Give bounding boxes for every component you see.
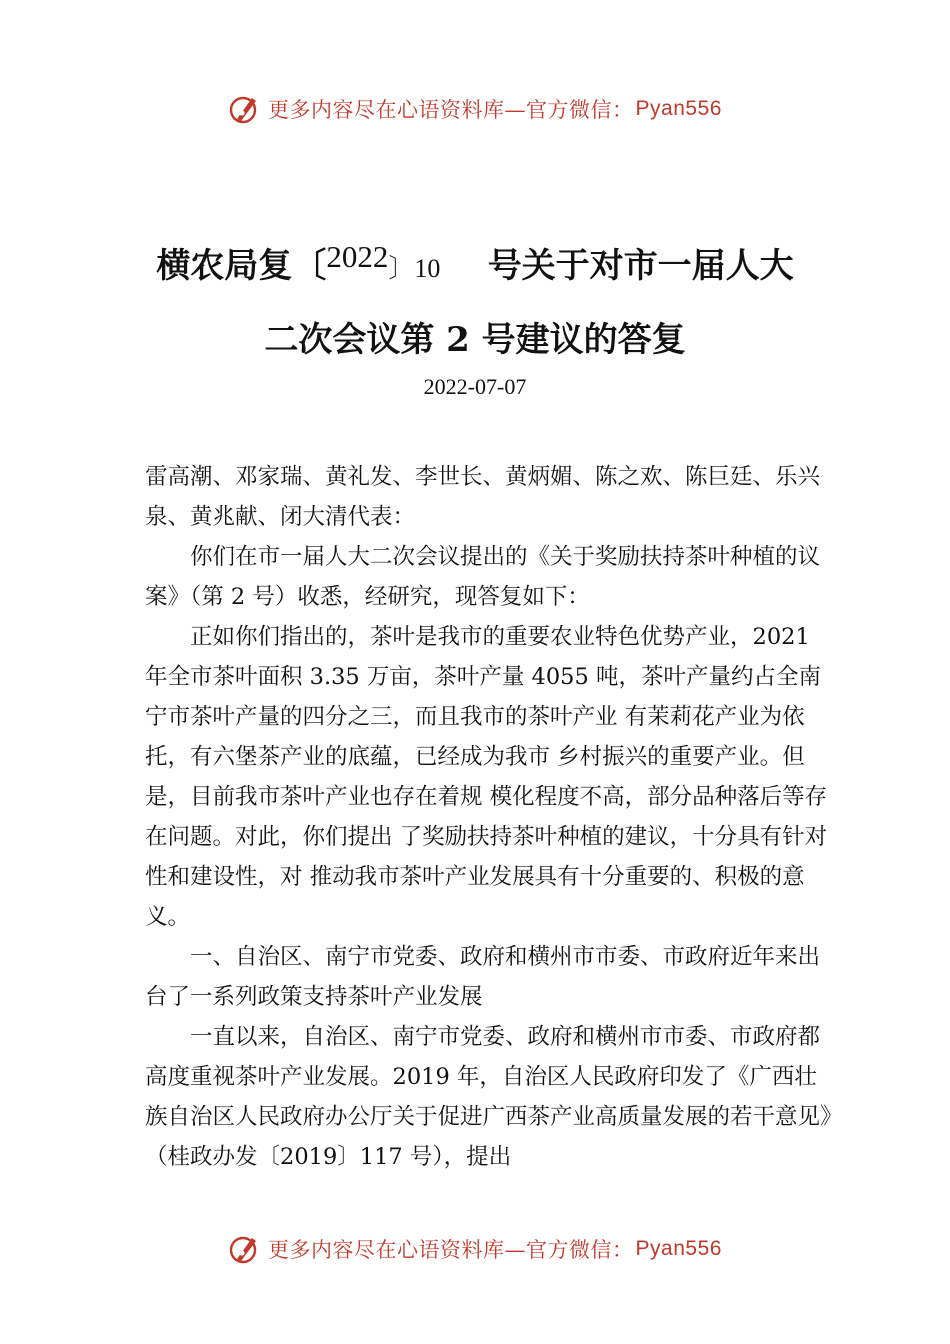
watermark-text: 更多内容尽在心语资料库—官方微信： bbox=[268, 1238, 634, 1262]
watermark-footer bbox=[0, 1232, 950, 1266]
body-paragraph: 正如你们指出的，茶叶是我市的重要农业特色优势产业，2021 年全市茶叶面积 3.35 万亩，茶叶产量 4055 吨，茶叶产量约占全南宁市茶叶产量的四分之三，而且我市的茶叶产业 有茉莉花产业为依托，有六堡茶产业的底蕴，已经成为我市 乡村振兴的重要产业。但是，目前我市茶叶产业也存在着规 模化程度不高，部分品种落后等存在问题。对此，你们提出 了奖励扶持茶叶种植的建议，十分具有针对性和建设性，对 推动我市茶叶产业发展具有十分重要的、积极的意义。 bbox=[145, 624, 828, 930]
title-year: 2022 bbox=[326, 239, 389, 274]
section-heading: 一、自治区、南宁市党委、政府和横州市市委、市政府近年来出台了一系列政策支持茶叶产业发展 bbox=[145, 944, 821, 1010]
body-paragraph: 一直以来，自治区、南宁市党委、政府和横州市市委、市政府都高度重视茶叶产业发展。2019 年，自治区人民政府印发了《广西壮族自治区人民政府办公厅关于促进广西茶产业高质量发展的若干意见》（桂政办发〔2019〕117 号），提出 bbox=[145, 1024, 832, 1170]
document-body bbox=[145, 457, 833, 1177]
watermark-handle: Pyan556 bbox=[635, 97, 722, 120]
watermark-text: 更多内容尽在心语资料库—官方微信： bbox=[268, 98, 634, 122]
watermark-header bbox=[0, 92, 950, 126]
pen-nib-circle-icon bbox=[228, 1232, 262, 1266]
document-date: 2022-07-07 bbox=[423, 374, 527, 399]
salutation-paragraph: 雷高潮、邓家瑞、黄礼发、李世长、黄炳媚、陈之欢、陈巨廷、乐兴泉、黄兆献、闭大清代表： bbox=[145, 464, 821, 530]
document-title-line1 bbox=[0, 238, 950, 287]
document-title-line2: 二次会议第 2 号建议的答复 bbox=[264, 320, 686, 360]
body-paragraph: 你们在市一届人大二次会议提出的《关于奖励扶持茶叶种植的议案》（第 2 号）收悉，经研究，现答复如下： bbox=[145, 544, 821, 610]
watermark-handle: Pyan556 bbox=[635, 1237, 722, 1260]
title-suffix: 号关于对市一届人大 bbox=[487, 246, 794, 286]
title-prefix: 横农局复〔 bbox=[156, 246, 327, 286]
title-number: 〕10 bbox=[388, 254, 441, 283]
pen-nib-circle-icon bbox=[228, 92, 262, 126]
